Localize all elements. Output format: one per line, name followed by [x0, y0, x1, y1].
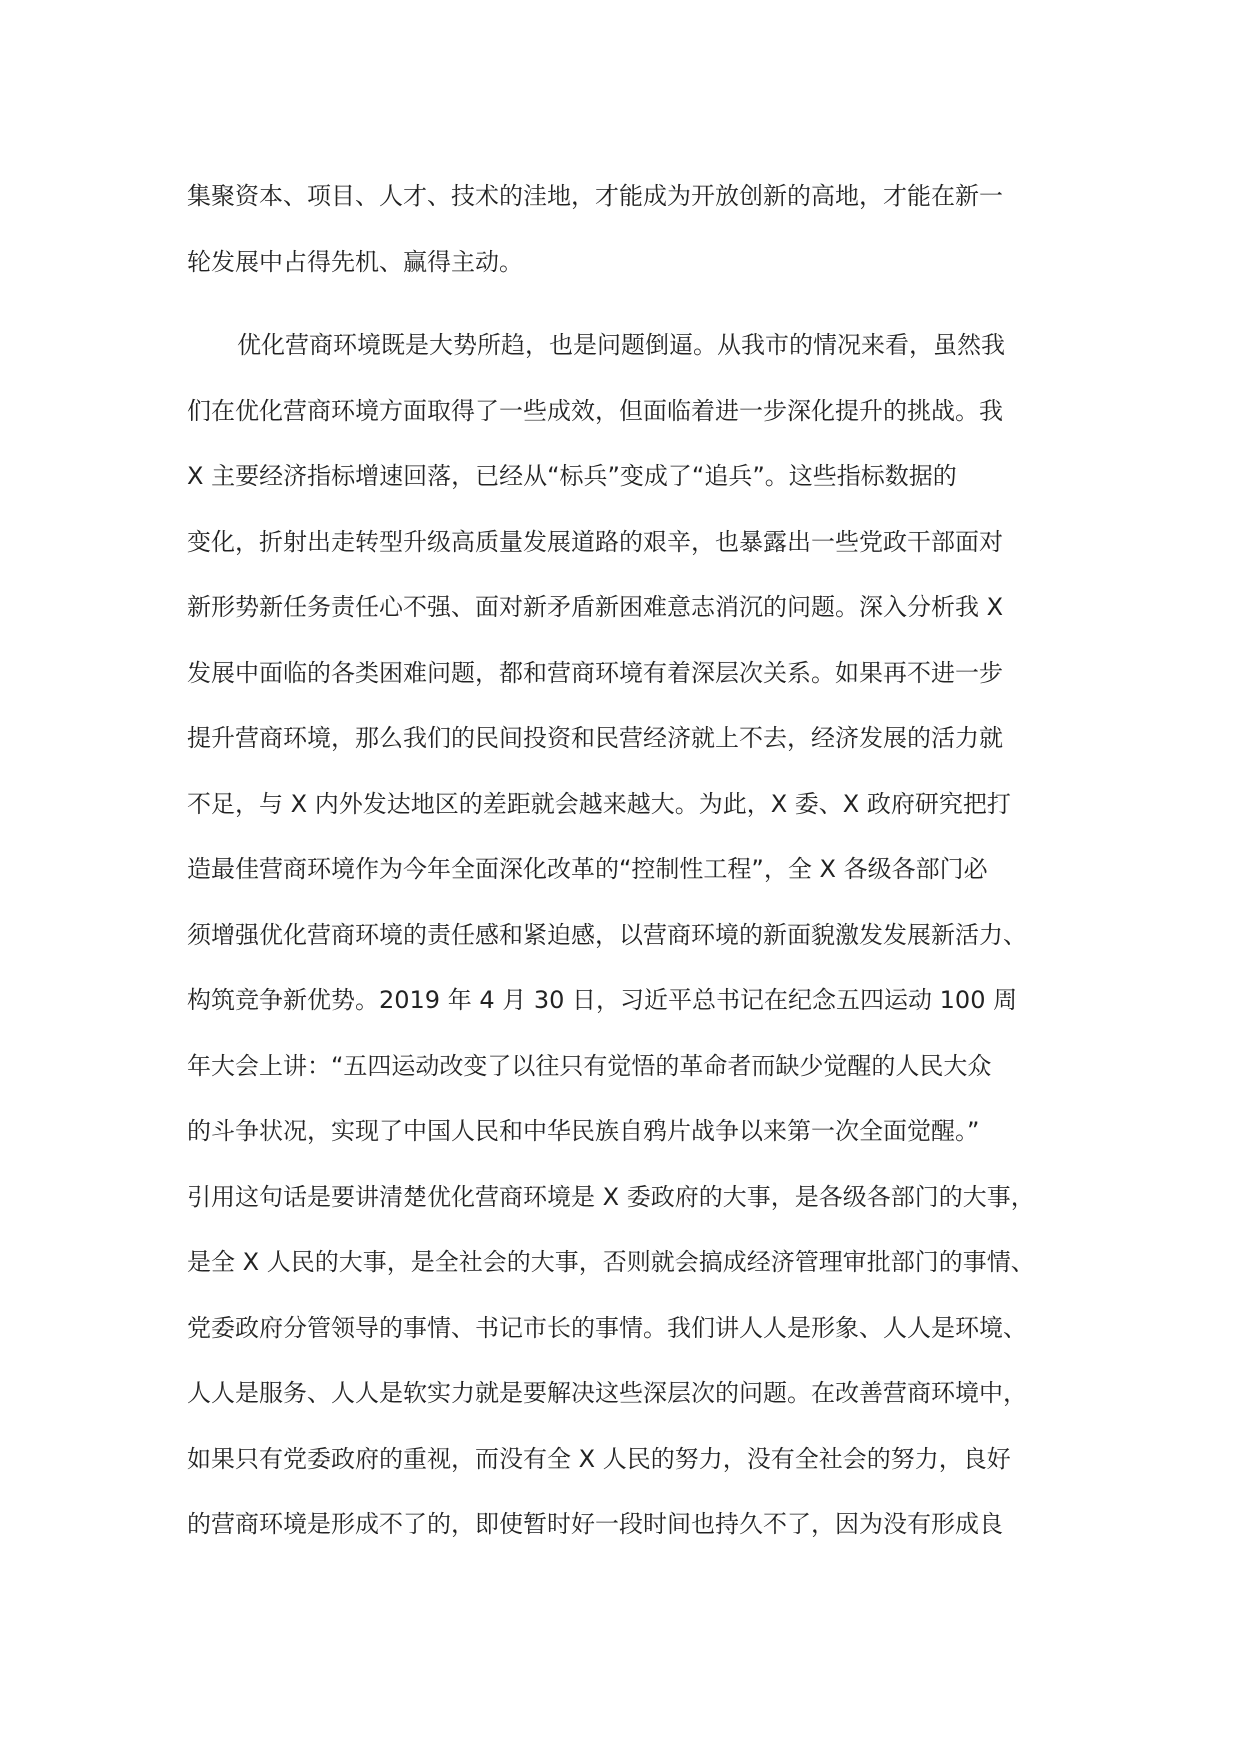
text-line: 发展中面临的各类困难问题，都和营商环境有着深层次关系。如果再不进一步 — [187, 658, 1003, 687]
text-line: 不足，与 X 内外发达地区的差距就会越来越大。为此，X 委、X 政府研究把打 — [187, 789, 1011, 818]
paragraph-main — [187, 313, 1067, 1558]
text-line-first: 优化营商环境既是大势所趋，也是问题倒逼。从我市的情况来看，虽然我 — [237, 331, 1005, 359]
paragraph-continued — [187, 164, 1067, 295]
text-line: 须增强优化营商环境的责任感和紧迫感，以营商环境的新面貌激发发展新活力、 — [187, 920, 1027, 949]
text-line: 集聚资本、项目、人才、技术的洼地，才能成为开放创新的高地，才能在新一 — [187, 182, 1003, 210]
text-line: 人人是服务、人人是软实力就是要解决这些深层次的问题。在改善营商环境中， — [187, 1379, 1027, 1407]
text-line: X 主要经济指标增速回落，已经从“标兵”变成了“追兵”。这些指标数据的 — [187, 462, 957, 490]
text-line: 的斗争状况，实现了中国人民和中华民族自鸦片战争以来第一次全面觉醒。” — [187, 1117, 980, 1145]
text-line: 是全 X 人民的大事，是全社会的大事，否则就会搞成经济管理审批部门的事情、 — [187, 1248, 1035, 1276]
text-line: 变化，折射出走转型升级高质量发展道路的艰辛，也暴露出一些党政干部面对 — [187, 527, 1003, 556]
text-line: 轮发展中占得先机、赢得主动。 — [187, 247, 523, 276]
text-line: 构筑竞争新优势。2019 年 4 月 30 日，习近平总书记在纪念五四运动 100 周 — [187, 986, 1018, 1014]
text-line: 如果只有党委政府的重视，而没有全 X 人民的努力，没有全社会的努力，良好 — [187, 1444, 1011, 1473]
text-line: 提升营商环境，那么我们的民间投资和民营经济就上不去，经济发展的活力就 — [187, 724, 1003, 752]
text-line: 党委政府分管领导的事情、书记市长的事情。我们讲人人是形象、人人是环境、 — [187, 1313, 1027, 1342]
text-line: 新形势新任务责任心不强、面对新矛盾新困难意志消沉的问题。深入分析我 X — [187, 593, 1004, 621]
text-line: 的营商环境是形成不了的，即使暂时好一段时间也持久不了，因为没有形成良 — [187, 1510, 1003, 1538]
text-line: 引用这句话是要讲清楚优化营商环境是 X 委政府的大事，是各级各部门的大事， — [187, 1182, 1035, 1211]
text-line: 年大会上讲：“五四运动改变了以往只有觉悟的革命者而缺少觉醒的人民大众 — [187, 1051, 992, 1080]
text-line: 造最佳营商环境作为今年全面深化改革的“控制性工程”，全 X 各级各部门必 — [187, 855, 988, 883]
text-line: 们在优化营商环境方面取得了一些成效，但面临着进一步深化提升的挑战。我 — [187, 396, 1003, 425]
